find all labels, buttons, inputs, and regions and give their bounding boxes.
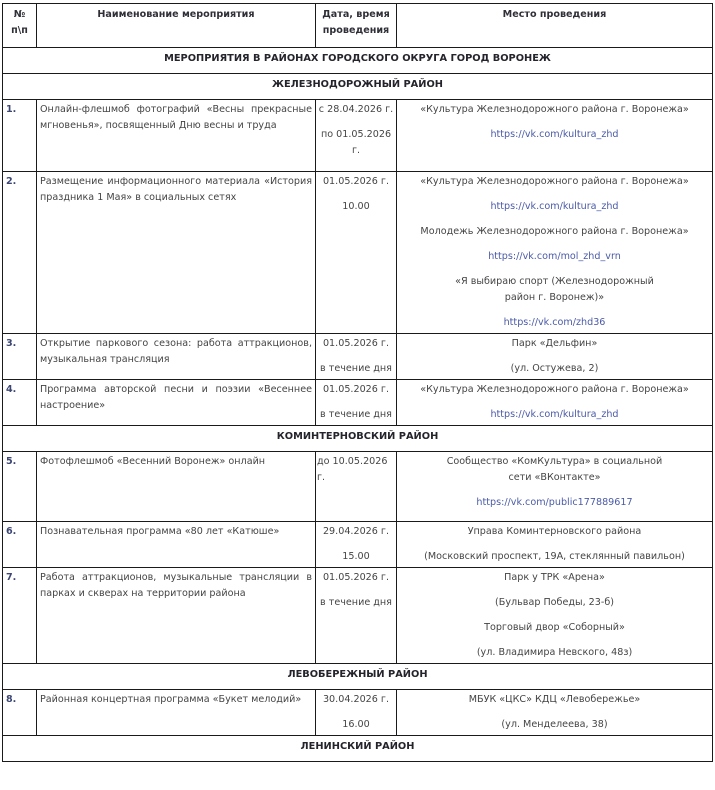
date-line-2: в течение дня <box>320 409 392 420</box>
event-place <box>397 334 713 380</box>
table-row <box>3 380 713 426</box>
place-line: Торговый двор «Соборный» <box>484 622 625 633</box>
date-line-2: 15.00 <box>342 551 370 562</box>
event-date <box>316 100 397 172</box>
row-number: 5. <box>3 452 37 522</box>
table-row <box>3 522 713 568</box>
place-line: (Московский проспект, 19А, стеклянный павильон) <box>424 551 685 562</box>
table-header-row <box>3 4 713 48</box>
place-line: Парк у ТРК «Арена» <box>504 572 605 583</box>
event-name: Фотофлешмоб «Весенний Воронеж» онлайн <box>37 452 316 522</box>
place-line: (ул. Владимира Невского, 48з) <box>476 647 633 658</box>
row-number: 4. <box>3 380 37 426</box>
events-table <box>2 3 713 762</box>
date-line-2: в течение дня <box>320 363 392 374</box>
event-name: Онлайн-флешмоб фотографий «Весны прекрасные мгновенья», посвященный Дню весны и труда <box>37 100 316 172</box>
row-number: 6. <box>3 522 37 568</box>
row-number: 3. <box>3 334 37 380</box>
place-line: МБУК «ЦКС» КДЦ «Левобережье» <box>468 694 641 705</box>
event-place <box>397 100 713 172</box>
date-line-1: 01.05.2026 г. <box>322 572 390 583</box>
event-name: Познавательная программа «80 лет «Катюше» <box>37 522 316 568</box>
row-number: 7. <box>3 568 37 664</box>
event-date <box>316 380 397 426</box>
event-date <box>316 522 397 568</box>
section-title: КОМИНТЕРНОВСКИЙ РАЙОН <box>3 426 713 452</box>
vk-link[interactable]: https://vk.com/kultura_zhd <box>490 129 619 140</box>
place-line: «Культура Железнодорожного района г. Воронежа» <box>420 104 689 115</box>
date-line-1: 01.05.2026 г. <box>322 384 390 395</box>
date-line-1: до 10.05.2026 г. <box>317 456 388 483</box>
event-place <box>397 452 713 522</box>
event-name: Работа аттракционов, музыкальные трансляции в парках и скверах на территории района <box>37 568 316 664</box>
date-line-1: с 28.04.2026 г. <box>318 104 394 115</box>
event-place <box>397 380 713 426</box>
vk-link[interactable]: https://vk.com/kultura_zhd <box>490 409 619 420</box>
section-row <box>3 426 713 452</box>
section-title: ЖЕЛЕЗНОДОРОЖНЫЙ РАЙОН <box>3 74 713 100</box>
row-number: 1. <box>3 100 37 172</box>
event-date <box>316 334 397 380</box>
date-line-1: 01.05.2026 г. <box>322 176 390 187</box>
table-row <box>3 334 713 380</box>
place-line: «Я выбираю спорт (Железнодорожный район г. Воронеж)» <box>455 276 654 303</box>
place-line: (ул. Менделеева, 38) <box>501 719 608 730</box>
event-name: Районная концертная программа «Букет мелодий» <box>37 690 316 736</box>
section-row <box>3 664 713 690</box>
section-row <box>3 74 713 100</box>
section-title: ЛЕНИНСКИЙ РАЙОН <box>3 736 713 762</box>
place-line: Парк «Дельфин» <box>511 338 598 349</box>
event-date <box>316 568 397 664</box>
header-place: Место проведения <box>397 4 713 48</box>
place-line: Молодежь Железнодорожного района г. Воронежа» <box>420 226 689 237</box>
place-line: (Бульвар Победы, 23-б) <box>495 597 614 608</box>
header-name: Наименование мероприятия <box>37 4 316 48</box>
date-line-1: 30.04.2026 г. <box>322 694 390 705</box>
row-number: 2. <box>3 172 37 334</box>
table-row <box>3 100 713 172</box>
section-title: ЛЕВОБЕРЕЖНЫЙ РАЙОН <box>3 664 713 690</box>
date-line-1: 29.04.2026 г. <box>322 526 390 537</box>
date-line-2: 16.00 <box>342 719 370 730</box>
vk-link[interactable]: https://vk.com/zhd36 <box>503 317 606 328</box>
place-line: Управа Коминтерновского района <box>467 526 642 537</box>
vk-link[interactable]: https://vk.com/public177889617 <box>476 497 633 508</box>
event-name: Размещение информационного материала «История праздника 1 Мая» в социальных сетях <box>37 172 316 334</box>
place-line: «Культура Железнодорожного района г. Воронежа» <box>420 384 689 395</box>
event-date <box>316 452 397 522</box>
main-title-row <box>3 48 713 74</box>
event-place <box>397 690 713 736</box>
table-row <box>3 690 713 736</box>
header-date: Дата, время проведения <box>316 4 397 48</box>
event-date <box>316 690 397 736</box>
place-line: «Культура Железнодорожного района г. Воронежа» <box>420 176 689 187</box>
main-title: МЕРОПРИЯТИЯ В РАЙОНАХ ГОРОДСКОГО ОКРУГА ГОРОД ВОРОНЕЖ <box>3 48 713 74</box>
event-date <box>316 172 397 334</box>
place-line: (ул. Остужева, 2) <box>510 363 599 374</box>
row-number: 8. <box>3 690 37 736</box>
table-row <box>3 568 713 664</box>
header-num: № п\п <box>3 4 37 48</box>
event-place <box>397 522 713 568</box>
date-line-2: 10.00 <box>342 201 370 212</box>
vk-link[interactable]: https://vk.com/kultura_zhd <box>490 201 619 212</box>
event-place <box>397 568 713 664</box>
table-row <box>3 452 713 522</box>
vk-link[interactable]: https://vk.com/mol_zhd_vrn <box>488 251 621 262</box>
event-name: Открытие паркового сезона: работа аттракционов, музыкальная трансляция <box>37 334 316 380</box>
event-place <box>397 172 713 334</box>
date-line-1: 01.05.2026 г. <box>322 338 390 349</box>
section-row <box>3 736 713 762</box>
date-line-2: по 01.05.2026 г. <box>320 129 392 156</box>
table-row <box>3 172 713 334</box>
place-line: Сообщество «КомКультура» в социальной сети «ВКонтакте» <box>446 456 663 483</box>
date-line-2: в течение дня <box>320 597 392 608</box>
event-name: Программа авторской песни и поэзии «Весеннее настроение» <box>37 380 316 426</box>
